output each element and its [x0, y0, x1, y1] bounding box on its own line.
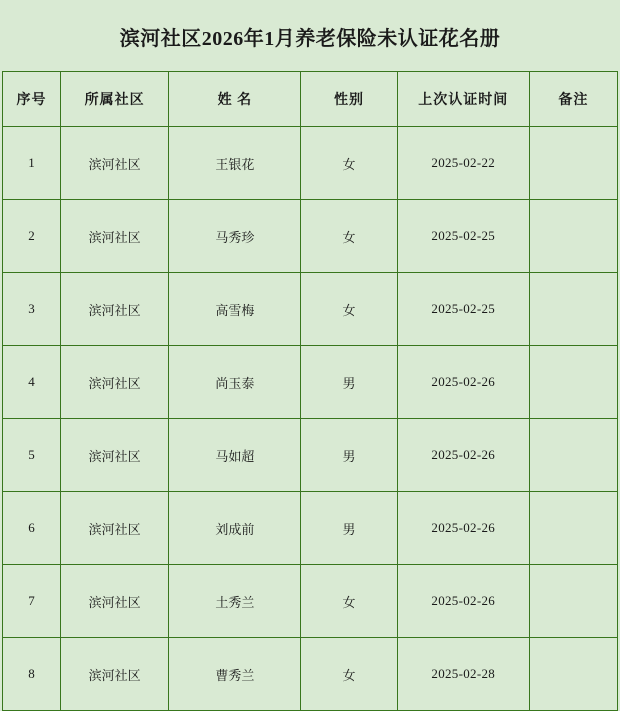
cell-remark	[529, 492, 617, 565]
cell-last-cert: 2025-02-25	[397, 273, 529, 346]
cell-community: 滨河社区	[61, 346, 169, 419]
cell-name: 土秀兰	[169, 565, 301, 638]
table-header-row	[3, 72, 618, 127]
column-header-index: 序号	[3, 72, 61, 127]
column-header-community: 所属社区	[61, 72, 169, 127]
cell-index: 5	[3, 419, 61, 492]
table-row	[3, 127, 618, 200]
cell-index: 4	[3, 346, 61, 419]
cell-remark	[529, 419, 617, 492]
table-row	[3, 638, 618, 711]
column-header-name: 姓 名	[169, 72, 301, 127]
cell-gender: 女	[301, 638, 397, 711]
cell-last-cert: 2025-02-25	[397, 200, 529, 273]
cell-community: 滨河社区	[61, 127, 169, 200]
cell-community: 滨河社区	[61, 565, 169, 638]
cell-last-cert: 2025-02-28	[397, 638, 529, 711]
cell-last-cert: 2025-02-22	[397, 127, 529, 200]
cell-remark	[529, 200, 617, 273]
cell-last-cert: 2025-02-26	[397, 346, 529, 419]
column-header-remark: 备注	[529, 72, 617, 127]
cell-name: 高雪梅	[169, 273, 301, 346]
cell-name: 王银花	[169, 127, 301, 200]
cell-index: 1	[3, 127, 61, 200]
cell-index: 8	[3, 638, 61, 711]
cell-gender: 女	[301, 127, 397, 200]
cell-gender: 男	[301, 346, 397, 419]
cell-name: 马秀珍	[169, 200, 301, 273]
table-body	[3, 127, 618, 711]
column-header-last-cert-time: 上次认证时间	[397, 72, 529, 127]
cell-community: 滨河社区	[61, 273, 169, 346]
cell-last-cert: 2025-02-26	[397, 565, 529, 638]
cell-remark	[529, 273, 617, 346]
roster-table	[2, 71, 618, 711]
cell-name: 马如超	[169, 419, 301, 492]
table-header	[3, 72, 618, 127]
table-row	[3, 492, 618, 565]
cell-gender: 男	[301, 419, 397, 492]
cell-remark	[529, 127, 617, 200]
table-row	[3, 273, 618, 346]
table-row	[3, 565, 618, 638]
cell-community: 滨河社区	[61, 492, 169, 565]
column-header-gender: 性别	[301, 72, 397, 127]
cell-index: 3	[3, 273, 61, 346]
cell-name: 刘成前	[169, 492, 301, 565]
cell-last-cert: 2025-02-26	[397, 419, 529, 492]
cell-remark	[529, 346, 617, 419]
cell-gender: 男	[301, 492, 397, 565]
cell-community: 滨河社区	[61, 419, 169, 492]
cell-gender: 女	[301, 200, 397, 273]
cell-remark	[529, 638, 617, 711]
cell-last-cert: 2025-02-26	[397, 492, 529, 565]
cell-community: 滨河社区	[61, 200, 169, 273]
cell-remark	[529, 565, 617, 638]
table-row	[3, 346, 618, 419]
cell-index: 6	[3, 492, 61, 565]
cell-index: 2	[3, 200, 61, 273]
cell-name: 曹秀兰	[169, 638, 301, 711]
table-row	[3, 200, 618, 273]
cell-gender: 女	[301, 565, 397, 638]
cell-index: 7	[3, 565, 61, 638]
cell-community: 滨河社区	[61, 638, 169, 711]
table-row	[3, 419, 618, 492]
page-title: 滨河社区2026年1月养老保险未认证花名册	[119, 28, 501, 50]
cell-gender: 女	[301, 273, 397, 346]
cell-name: 尚玉泰	[169, 346, 301, 419]
